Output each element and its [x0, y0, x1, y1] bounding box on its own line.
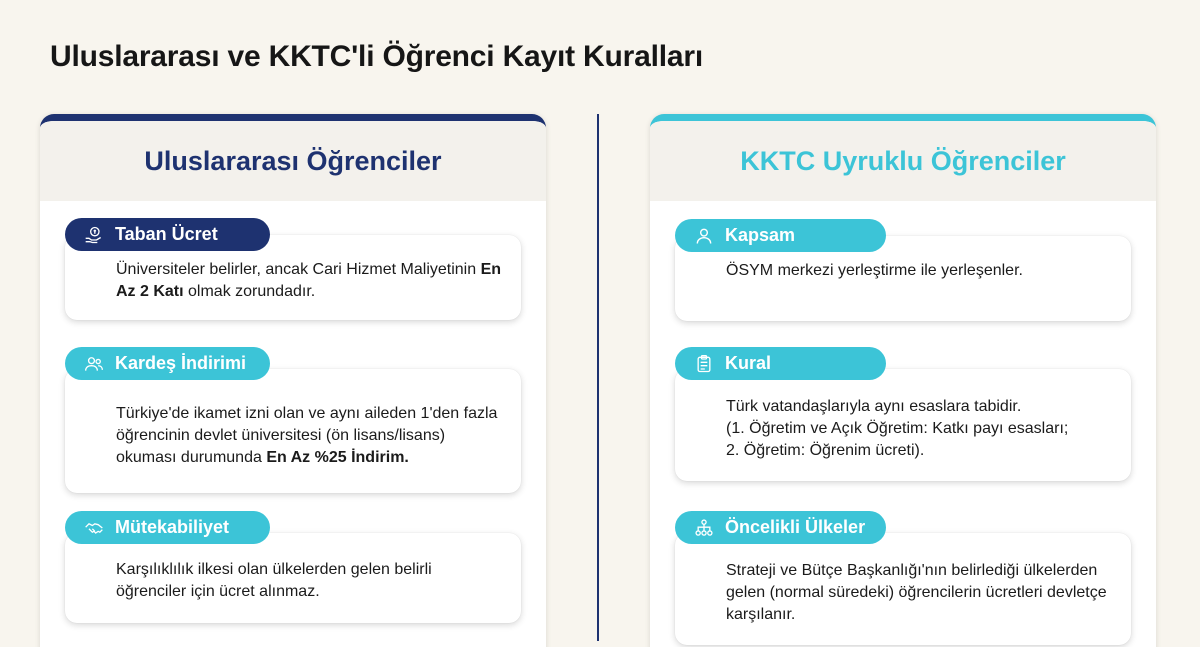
section-sibling-discount: [65, 347, 521, 497]
person-icon: [693, 225, 715, 247]
section-label: Mütekabiliyet: [115, 517, 230, 537]
section-label: Kapsam: [725, 225, 796, 245]
section-text: Strateji ve Bütçe Başkanlığı'nın belirlediği ülkelerden gelen (normal süredeki) öğrencilerin ücretleri devletçe karşılanır.: [726, 562, 1107, 623]
section-text-line: Türk vatandaşlarıyla aynı esaslara tabidir.: [726, 398, 1022, 415]
section-label: Kardeş İndirimi: [115, 353, 247, 373]
section-text: Üniversiteler belirler, ancak Cari Hizmet Maliyetinin En Az 2 Katı olmak zorundadır.: [116, 260, 502, 300]
section-label: Kural: [725, 353, 772, 373]
section-label: Öncelikli Ülkeler: [725, 517, 866, 537]
people-icon: [83, 353, 105, 375]
section-scope: [675, 219, 1131, 329]
section-card: [675, 533, 1131, 645]
clipboard-icon: [693, 353, 715, 375]
panel-title: Uluslararası Öğrenciler: [40, 121, 546, 201]
label-pill: [675, 347, 886, 380]
international-students-panel: [40, 114, 546, 647]
kktc-students-panel: [650, 114, 1156, 647]
vertical-divider: [597, 114, 599, 641]
section-text-line: 2. Öğretim: Öğrenim ücreti).: [726, 442, 925, 459]
label-pill: [65, 347, 270, 380]
money-hand-icon: [83, 224, 105, 246]
section-priority-countries: [675, 511, 1131, 647]
label-pill: [675, 511, 886, 544]
handshake-icon: [83, 517, 105, 539]
section-label: Taban Ücret: [115, 224, 218, 244]
section-base-fee: [65, 218, 521, 330]
label-pill: [675, 219, 886, 252]
panel-title: KKTC Uyruklu Öğrenciler: [650, 121, 1156, 201]
section-rule: [675, 347, 1131, 487]
section-card: [65, 369, 521, 493]
network-icon: [693, 517, 715, 539]
section-text: Karşılıklılık ilkesi olan ülkelerden gelen belirli öğrenciler için ücret alınmaz.: [116, 561, 432, 600]
section-text: ÖSYM merkezi yerleştirme ile yerleşenler.: [726, 262, 1023, 279]
page-title: Uluslararası ve KKTC'li Öğrenci Kayıt Kuralları: [50, 40, 703, 73]
section-reciprocity: [65, 511, 521, 631]
label-pill: [65, 511, 270, 544]
section-text: Türkiye'de ikamet izni olan ve aynı aileden 1'den fazla öğrencinin devlet üniversitesi (ön lisans/lisans) okuması durumunda En Az %25 İndirim.: [116, 405, 498, 466]
label-pill: [65, 218, 270, 251]
section-text-line: (1. Öğretim ve Açık Öğretim: Katkı payı esasları;: [726, 420, 1069, 437]
section-card: [675, 369, 1131, 481]
section-card: [65, 533, 521, 623]
